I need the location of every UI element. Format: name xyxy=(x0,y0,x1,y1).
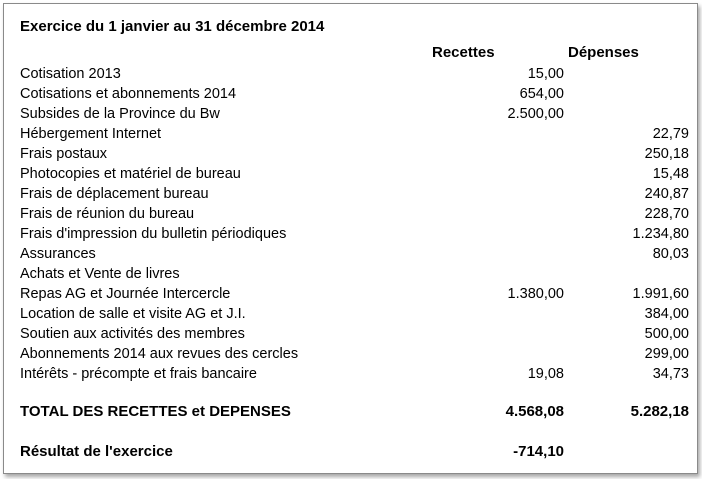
row-depenses: 228,70 xyxy=(644,206,689,222)
row-depenses: 299,00 xyxy=(644,346,689,362)
total-recettes: 4.568,08 xyxy=(505,403,564,420)
ledger-row xyxy=(4,364,697,384)
row-label: Frais de réunion du bureau xyxy=(20,206,195,222)
row-depenses: 80,03 xyxy=(652,246,689,262)
row-label: Achats et Vente de livres xyxy=(20,266,180,282)
ledger-row xyxy=(4,104,697,124)
row-label: Frais postaux xyxy=(20,146,108,162)
row-depenses: 384,00 xyxy=(644,306,689,322)
ledger-row xyxy=(4,284,697,304)
row-label: Assurances xyxy=(20,246,96,262)
statement-title: Exercice du 1 janvier au 31 décembre 2014 xyxy=(20,18,325,35)
ledger-row xyxy=(4,224,697,244)
row-depenses: 22,79 xyxy=(652,126,689,142)
ledger-row xyxy=(4,124,697,144)
ledger-row xyxy=(4,204,697,224)
row-depenses: 500,00 xyxy=(644,326,689,342)
ledger-row xyxy=(4,304,697,324)
ledger-row xyxy=(4,244,697,264)
row-label: Abonnements 2014 aux revues des cercles xyxy=(20,346,299,362)
total-depenses: 5.282,18 xyxy=(630,403,689,420)
column-header-depenses: Dépenses xyxy=(568,44,639,61)
result-row xyxy=(4,441,697,463)
row-depenses: 1.234,80 xyxy=(632,226,689,242)
ledger-row xyxy=(4,84,697,104)
total-row xyxy=(4,401,697,423)
row-recettes: 2.500,00 xyxy=(507,106,564,122)
row-label: Cotisations et abonnements 2014 xyxy=(20,86,237,102)
row-depenses: 250,18 xyxy=(644,146,689,162)
row-recettes: 15,00 xyxy=(527,66,564,82)
ledger-row xyxy=(4,264,697,284)
row-label: Location de salle et visite AG et J.I. xyxy=(20,306,246,322)
row-label: Hébergement Internet xyxy=(20,126,162,142)
ledger-row xyxy=(4,164,697,184)
ledger-rows xyxy=(4,64,697,384)
row-label: Repas AG et Journée Intercercle xyxy=(20,286,231,302)
total-label: TOTAL DES RECETTES et DEPENSES xyxy=(20,403,291,420)
result-label: Résultat de l'exercice xyxy=(20,443,173,460)
ledger-row xyxy=(4,144,697,164)
row-recettes: 19,08 xyxy=(527,366,564,382)
row-depenses: 240,87 xyxy=(644,186,689,202)
row-label: Soutien aux activités des membres xyxy=(20,326,245,342)
ledger-row xyxy=(4,64,697,84)
row-label: Frais d'impression du bulletin périodiques xyxy=(20,226,287,242)
row-depenses: 15,48 xyxy=(652,166,689,182)
row-depenses: 1.991,60 xyxy=(632,286,689,302)
result-value: -714,10 xyxy=(513,443,564,460)
row-label: Photocopies et matériel de bureau xyxy=(20,166,241,182)
row-recettes: 654,00 xyxy=(519,86,564,102)
ledger-row xyxy=(4,344,697,364)
ledger-row xyxy=(4,324,697,344)
row-label: Frais de déplacement bureau xyxy=(20,186,209,202)
row-label: Subsides de la Province du Bw xyxy=(20,106,220,122)
row-label: Intérêts - précompte et frais bancaire xyxy=(20,366,257,382)
column-header-recettes: Recettes xyxy=(432,44,495,61)
row-recettes: 1.380,00 xyxy=(507,286,564,302)
row-label: Cotisation 2013 xyxy=(20,66,121,82)
ledger-row xyxy=(4,184,697,204)
statement-frame xyxy=(3,3,698,474)
row-depenses: 34,73 xyxy=(652,366,689,382)
